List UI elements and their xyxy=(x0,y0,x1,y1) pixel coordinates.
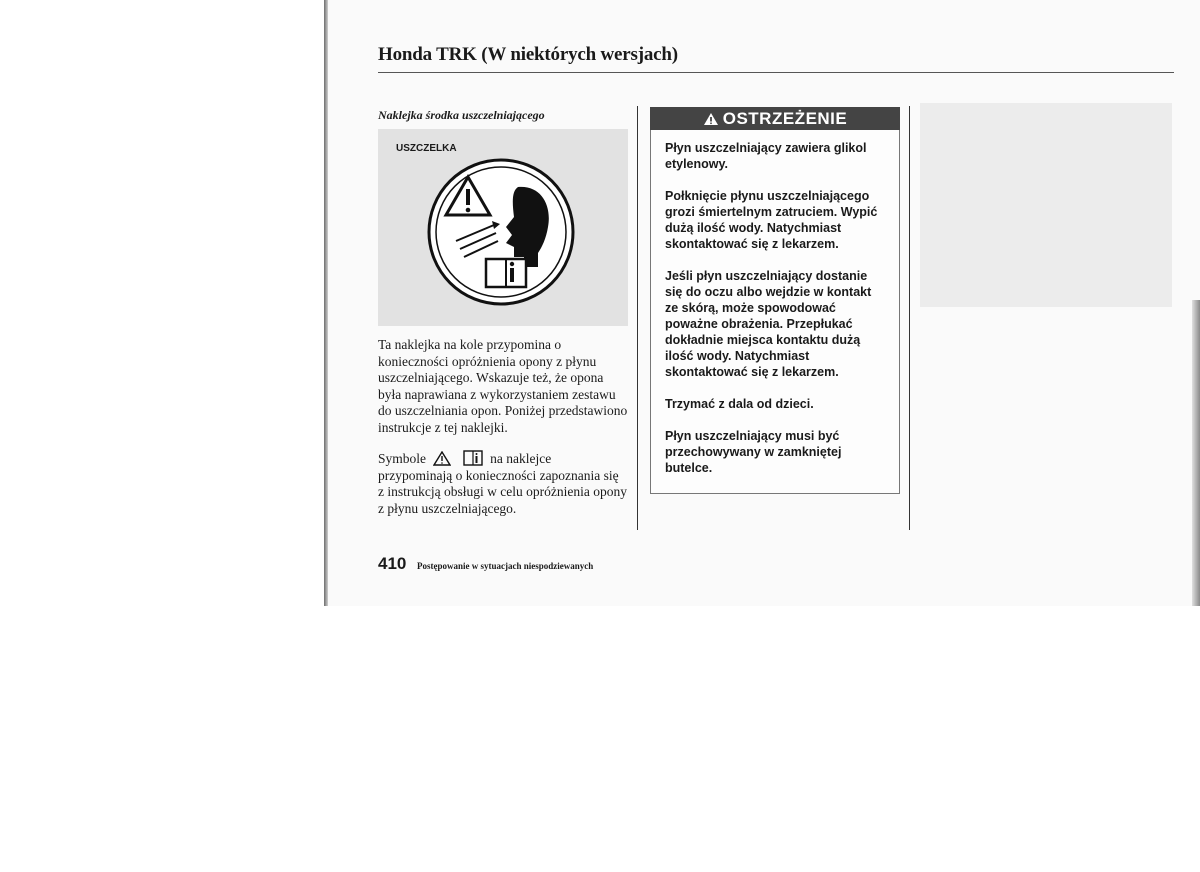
column-divider-right xyxy=(909,106,910,530)
warning-paragraph: Jeśli płyn uszczelniający dostanie się do oczu albo wejdzie w kontakt ze skórą, może spowodować poważne obrażenia. Przepłukać dokładnie miejsca kontaktu dużą ilość wody. Natychmiast skontaktować się z lekarzem. xyxy=(665,269,872,379)
sealant-label-icon xyxy=(426,157,576,307)
warning-box xyxy=(650,130,900,494)
warning-paragraph: Trzymać z dala od dzieci. xyxy=(665,397,814,411)
warning-triangle-icon xyxy=(433,451,451,466)
page-number: 410 xyxy=(378,554,407,573)
warning-icon xyxy=(703,112,719,126)
warning-title: OSTRZEŻENIE xyxy=(722,108,848,128)
warning-paragraph: Płyn uszczelniający zawiera glikol etylenowy. xyxy=(665,141,867,171)
column-divider-left xyxy=(637,106,638,530)
section-footer: Postępowanie w sytuacjach niespodziewanych xyxy=(417,561,594,571)
sealant-label-figure xyxy=(378,129,628,326)
warning-header xyxy=(650,107,900,130)
bleed-through-image xyxy=(920,103,1172,307)
warning-paragraph: Płyn uszczelniający musi być przechowywany w zamkniętej butelce. xyxy=(665,429,842,475)
header-rule xyxy=(378,72,1174,73)
warning-paragraph: Połknięcie płynu uszczelniającego grozi śmiertelnym zatruciem. Wypić dużą ilość wody. Natychmiast skontaktować się z lekarzem. xyxy=(665,189,878,251)
symbols-paragraph xyxy=(378,450,628,517)
page-spine-left xyxy=(324,0,328,606)
label-description: Ta naklejka na kole przypomina o konieczności opróżnienia opony z płynu uszczelniającego. Wskazuje też, że opona była naprawiana z wykorzystaniem zestawu do uszczelniania opon. Poniżej przedstawiono instrukcje z tej naklejki. xyxy=(378,337,628,435)
symbols-text-start: Symbole xyxy=(378,451,427,466)
page-spine-right xyxy=(1192,300,1200,606)
manual-book-icon xyxy=(463,450,483,466)
label-tag: USZCZELKA xyxy=(396,143,457,154)
page-title: Honda TRK (W niektórych wersjach) xyxy=(378,44,678,65)
figure-caption: Naklejka środka uszczelniającego xyxy=(378,108,545,122)
symbols-text-end: na naklejce przypominają o konieczności zapoznania się z instrukcją obsługi w celu opróżnienia opony z płynu uszczelniającego. xyxy=(378,451,627,516)
